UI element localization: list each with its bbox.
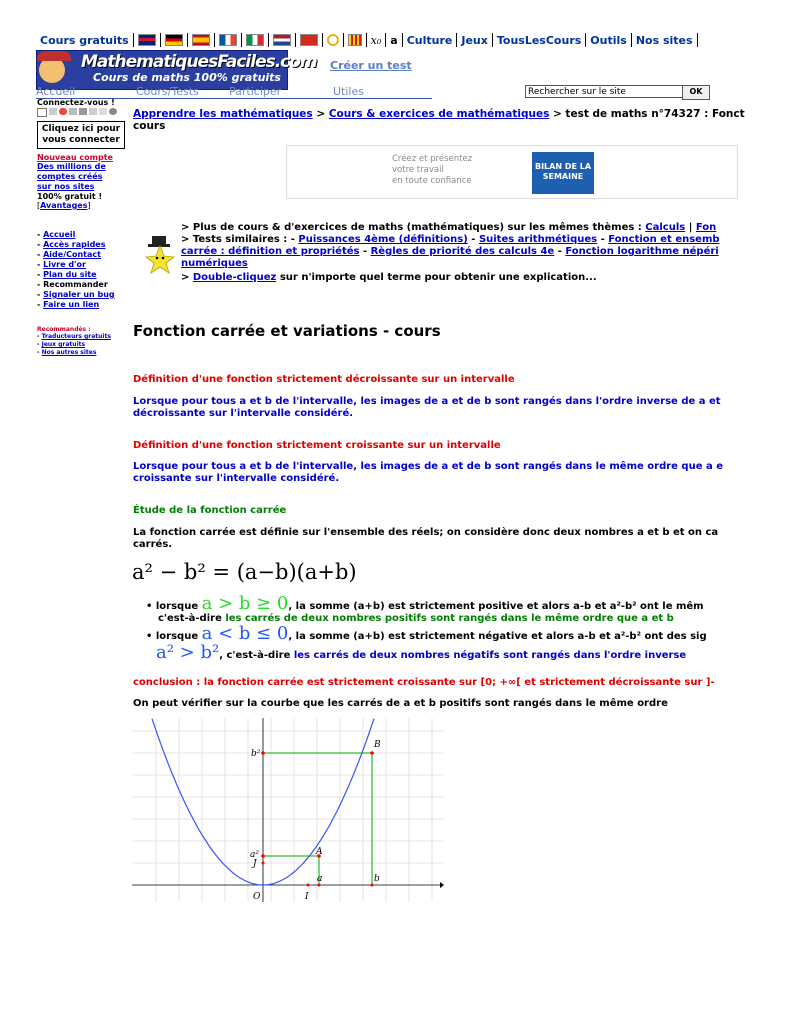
search-ok-button[interactable]: OK <box>682 85 710 100</box>
document-icon[interactable] <box>89 108 97 115</box>
advantages-row: [Avantages] <box>37 201 91 210</box>
def-increasing-text: Lorsque pour tous a et b de l'intervalle, les images de a et de b sont rangés dans le même ordre que a e croissante sur l'intervalle considéré. <box>133 461 723 484</box>
heart-icon[interactable] <box>59 108 67 115</box>
separator <box>385 33 386 47</box>
separator <box>268 33 269 47</box>
def-decreasing-title: Définition d'une fonction strictement décroissante sur un intervalle <box>133 374 515 385</box>
sidebar-item-acces-rapides[interactable]: - Accès rapides <box>37 240 106 249</box>
ring-icon[interactable] <box>327 34 339 46</box>
sidebar-item-livre-or[interactable]: - Livre d'or <box>37 260 86 269</box>
recommended-item[interactable]: - Jeux gratuits <box>37 341 86 348</box>
similar-test-link[interactable]: Fonction et ensemb <box>608 234 720 245</box>
separator <box>241 33 242 47</box>
sidebar-item-accueil[interactable]: - Accueil <box>37 230 76 239</box>
inequality-positive: a > b ≥ 0 <box>201 593 289 614</box>
recommended-title: Recommandés : <box>37 326 91 333</box>
bullet-dot: • <box>146 631 156 642</box>
separator <box>697 33 698 47</box>
swiss-flag-icon[interactable] <box>300 34 318 46</box>
similar-test-link[interactable]: Puissances 4ème (définitions) <box>298 234 468 245</box>
breadcrumb-link-apprendre[interactable]: Apprendre les mathématiques <box>133 108 313 120</box>
double-click-hint: sur n'importe quel terme pour obtenir une explication... <box>279 272 597 283</box>
connect-label: Connectez-vous ! <box>37 98 115 107</box>
search-input[interactable] <box>525 85 685 98</box>
social-icons <box>37 108 129 118</box>
double-click-link[interactable]: Double-cliquez <box>192 272 277 283</box>
label-o: O <box>253 892 261 902</box>
bullet-positive: • lorsque a > b ≥ 0, la somme (a+b) est strictement positive et alors a-b et a²-b² ont le mêm c'est-à-dire les carrés de deux nombres positifs sont rangés dans le même ordre que a et b <box>146 593 704 624</box>
related-link-fon[interactable]: Fon <box>695 222 717 233</box>
sidebar-item-plan-du-site[interactable]: - Plan du site <box>37 270 97 279</box>
top-menu-bar <box>40 32 702 48</box>
menu-nos-sites[interactable]: Nos sites <box>635 33 693 47</box>
similar-tests-label: > Tests similaires : - <box>181 234 295 245</box>
similar-test-link[interactable]: Suites arithmétiques <box>478 234 598 245</box>
page-title: Fonction carrée et variations - cours <box>133 322 441 340</box>
recommended-list <box>37 333 129 357</box>
study-title: Étude de la fonction carrée <box>133 505 287 516</box>
sidebar-item-faire-lien[interactable]: - Faire un lien <box>37 300 100 309</box>
separator <box>295 33 296 47</box>
tab-participer[interactable]: Participer <box>229 85 282 98</box>
label-point-b: B <box>374 740 381 750</box>
bullet-negative: • lorsque a < b ≤ 0, la somme (a+b) est strictement négative et alors a-b et a²-b² ont des sig a² > b², c'est-à-dire les carrés de deux nombres négatifs sont rangés dans l'ordre inverse <box>146 623 707 663</box>
inequality-negative: a < b ≤ 0 <box>201 623 289 644</box>
create-test-link[interactable]: Créer un test <box>330 59 412 72</box>
x-axis-arrow <box>440 882 444 888</box>
star-mascot-icon <box>145 236 175 274</box>
tab-accueil[interactable]: Accueil <box>36 85 76 98</box>
free-label: 100% gratuit ! <box>37 192 103 201</box>
separator <box>133 33 134 47</box>
identity-formula: a² − b² = (a−b)(a+b) <box>132 560 357 584</box>
logo-title: MathematiquesFaciles.com <box>81 52 317 72</box>
separator <box>631 33 632 47</box>
parabola-graph <box>132 718 444 907</box>
menu-cours-gratuits[interactable]: Cours gratuits <box>40 33 129 47</box>
separator <box>343 33 344 47</box>
tab-utiles[interactable]: Utiles <box>333 85 364 98</box>
sidebar-nav <box>37 230 129 310</box>
menu-culture[interactable]: Culture <box>406 33 453 47</box>
ad-text: Créez et présentez votre travail en toute confiance <box>392 154 473 186</box>
menu-touslescours[interactable]: TousLesCours <box>496 33 582 47</box>
menu-outils[interactable]: Outils <box>590 33 627 47</box>
label-a: a <box>317 874 323 884</box>
recommended-item[interactable]: - Traducteurs gratuits <box>37 333 111 340</box>
separator <box>585 33 586 47</box>
label-point-a: A <box>316 847 323 857</box>
left-sidebar <box>37 98 129 357</box>
separator <box>214 33 215 47</box>
separator <box>322 33 323 47</box>
separator <box>492 33 493 47</box>
promo-link[interactable]: Des millions de comptes créés sur nos sites <box>37 162 106 191</box>
logo-subtitle: Cours de maths 100% gratuits <box>93 71 281 84</box>
tab-cours-tests[interactable]: Cours/Tests <box>136 85 199 98</box>
sound-icon[interactable] <box>79 108 87 115</box>
catalan-flag-icon[interactable] <box>348 34 362 46</box>
close-icon[interactable] <box>109 108 117 115</box>
separator <box>456 33 457 47</box>
grid <box>132 718 444 902</box>
sidebar-item-aide-contact[interactable]: - Aide/Contact <box>37 250 101 259</box>
dutch-flag-icon[interactable] <box>273 34 291 46</box>
mail-icon[interactable] <box>37 108 47 117</box>
mascot-hat-icon <box>37 51 71 61</box>
related-themes-label: > Plus de cours & d'exercices de maths (mathématiques) sur les mêmes thèmes : <box>181 222 642 233</box>
math-symbol-icon[interactable]: x₀ <box>370 33 382 47</box>
negative-squares-conclusion: les carrés de deux nombres négatifs sont rangés dans l'ordre inverse <box>293 650 687 661</box>
font-size-icon[interactable]: a <box>390 33 398 47</box>
similar-test-link[interactable]: numériques <box>181 258 248 269</box>
new-account-link[interactable]: Nouveau compte <box>37 153 113 162</box>
positive-squares-conclusion: les carrés de deux nombres positifs sont rangés dans le même ordre que a et b <box>225 613 674 624</box>
label-i: I <box>305 892 309 902</box>
separator <box>402 33 403 47</box>
help-icon[interactable] <box>99 108 107 115</box>
similar-test-link[interactable]: carrée : définition et propriétés <box>181 246 360 257</box>
print-icon[interactable] <box>49 108 57 115</box>
def-increasing-title: Définition d'une fonction strictement croissante sur un intervalle <box>133 440 501 451</box>
italian-flag-icon[interactable] <box>246 34 264 46</box>
label-a2: a² <box>250 850 259 860</box>
bookmark-icon[interactable] <box>69 108 77 115</box>
label-j: J <box>253 859 257 869</box>
recommended-item[interactable]: - Nos autres sites <box>37 349 97 356</box>
similar-test-link[interactable]: Règles de priorité des calculs 4e <box>370 246 555 257</box>
french-flag-icon[interactable] <box>219 34 237 46</box>
breadcrumb-current: > test de maths n°74327 : Fonct <box>552 108 745 120</box>
german-flag-icon[interactable] <box>165 34 183 46</box>
hint-prefix: > <box>181 272 190 283</box>
advertisement-banner[interactable] <box>286 145 738 199</box>
spanish-flag-icon[interactable] <box>192 34 210 46</box>
study-text: La fonction carrée est définie sur l'ensemble des réels; on considère donc deux nombres a et b et on ca carrés. <box>133 527 719 550</box>
def-decreasing-text: Lorsque pour tous a et b de l'intervalle, les images de a et de b sont rangés dans l'ordre inverse de a et décroissante sur l'intervalle considéré. <box>133 396 721 419</box>
separator <box>366 33 367 47</box>
related-link-calculs[interactable]: Calculs <box>645 222 686 233</box>
label-b: b <box>374 874 380 884</box>
sidebar-item-recommander[interactable]: - Recommander <box>37 280 108 289</box>
verify-text: On peut vérifier sur la courbe que les carrés de a et b positifs sont rangés dans le même ordre <box>133 698 668 709</box>
breadcrumb: Apprendre les mathématiques > Cours & exercices de mathématiques > test de maths n°74327 : Fonct cours <box>133 108 773 132</box>
breadcrumb-current-line2: cours <box>133 120 166 132</box>
bullet-dot: • <box>146 601 156 612</box>
site-logo[interactable] <box>36 50 317 90</box>
login-box[interactable]: Cliquez ici pour vous connecter <box>37 121 125 149</box>
ad-badge: BILAN DE LA SEMAINE <box>532 152 594 194</box>
menu-jeux[interactable]: Jeux <box>461 33 488 47</box>
parabola-svg <box>132 718 444 904</box>
related-content: > Plus de cours & d'exercices de maths (mathématiques) sur les mêmes thèmes : Calculs | Fon > Tests similaires : - Puissances 4ème (définitions) - Suites arithmétiques - Fonction et ensemb carrée : définition et propriétés - Règles de priorité des calculs 4e - Fonction logarithme népéri numériques > Double-cliquez sur n'importe quel terme pour obtenir une explication... <box>181 222 720 283</box>
separator <box>160 33 161 47</box>
squares-inequality: a² > b² <box>156 642 220 663</box>
uk-flag-icon[interactable] <box>138 34 156 46</box>
label-b2: b² <box>251 749 261 759</box>
similar-test-link[interactable]: Fonction logarithme népéri <box>565 246 719 257</box>
sidebar-item-signaler-bug[interactable]: - Signaler un bug <box>37 290 115 299</box>
conclusion: conclusion : la fonction carrée est strictement croissante sur [0; +∞[ et strictement décroissante sur ]- <box>133 677 715 688</box>
breadcrumb-link-cours[interactable]: Cours & exercices de mathématiques <box>328 108 550 120</box>
separator <box>187 33 188 47</box>
advantages-link[interactable]: Avantages <box>40 201 88 210</box>
